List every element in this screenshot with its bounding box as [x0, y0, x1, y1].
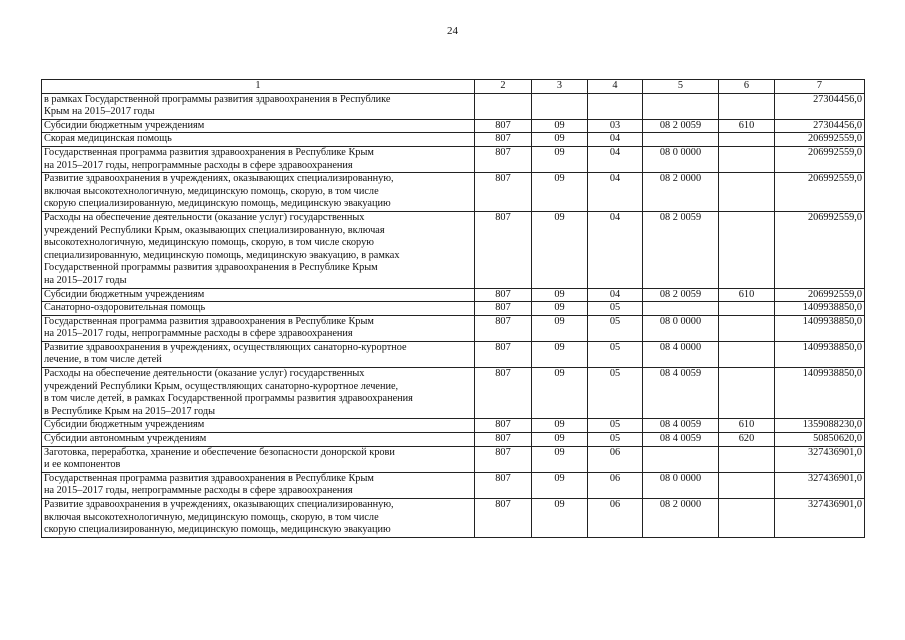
section-code-cell: 09: [532, 302, 588, 316]
amount-cell: 50850620,0: [775, 433, 865, 447]
amount-cell: 327436901,0: [775, 446, 865, 472]
ministry-code-cell: 807: [475, 288, 532, 302]
target-article-cell: 08 0 0000: [643, 472, 719, 498]
table-row: [42, 472, 865, 498]
subsection-code-cell: 05: [588, 315, 643, 341]
table-row: [42, 211, 865, 288]
row-name-cell: Заготовка, переработка, хранение и обеспечение безопасности донорской крови и ее компонентов: [42, 446, 475, 472]
ministry-code-cell: 807: [475, 433, 532, 447]
table-row: [42, 315, 865, 341]
ministry-code-cell: 807: [475, 315, 532, 341]
row-name-cell: Государственная программа развития здравоохранения в Республике Крым на 2015–2017 годы, непрограммные расходы в сфере здравоохранения: [42, 315, 475, 341]
section-code-cell: 09: [532, 315, 588, 341]
row-name-cell: Развитие здравоохранения в учреждениях, осуществляющих санаторно-курортное лечение, в том числе детей: [42, 341, 475, 367]
row-name-cell: в рамках Государственной программы развития здравоохранения в Республике Крым на 2015–2017 годы: [42, 93, 475, 119]
row-name-cell: Государственная программа развития здравоохранения в Республике Крым на 2015–2017 годы, непрограммные расходы в сфере здравоохранения: [42, 472, 475, 498]
amount-cell: 327436901,0: [775, 499, 865, 538]
expense-type-cell: 610: [719, 419, 775, 433]
section-code-cell: 09: [532, 288, 588, 302]
table-row: [42, 93, 865, 119]
column-number: 5: [643, 80, 719, 94]
ministry-code-cell: 807: [475, 472, 532, 498]
row-name-cell: Скорая медицинская помощь: [42, 133, 475, 147]
amount-cell: 27304456,0: [775, 119, 865, 133]
column-number: 4: [588, 80, 643, 94]
ministry-code-cell: 807: [475, 446, 532, 472]
target-article-cell: [643, 133, 719, 147]
row-name-cell: Государственная программа развития здравоохранения в Республике Крым на 2015–2017 годы, непрограммные расходы в сфере здравоохранения: [42, 146, 475, 172]
page-number: 24: [447, 25, 458, 37]
ministry-code-cell: 807: [475, 133, 532, 147]
section-code-cell: 09: [532, 472, 588, 498]
ministry-code-cell: 807: [475, 146, 532, 172]
table-row: [42, 446, 865, 472]
target-article-cell: 08 2 0059: [643, 211, 719, 288]
column-number: 3: [532, 80, 588, 94]
ministry-code-cell: 807: [475, 173, 532, 212]
subsection-code-cell: 04: [588, 146, 643, 172]
row-name-cell: Расходы на обеспечение деятельности (оказание услуг) государственных учреждений Республики Крым, оказывающих специализированную, включая высокотехнологичную, медицинскую помощь, скорую, в том числе скорую специализированную, медицинскую помощь, медицинскую эвакуацию, в рамках Государственной программы развития здравоохранения в Республике Крым на 2015–2017 годы: [42, 211, 475, 288]
table-body: [42, 93, 865, 537]
expense-type-cell: [719, 472, 775, 498]
table-row: [42, 119, 865, 133]
subsection-code-cell: 06: [588, 472, 643, 498]
row-name-cell: Субсидии автономным учреждениям: [42, 433, 475, 447]
section-code-cell: 09: [532, 341, 588, 367]
subsection-code-cell: 03: [588, 119, 643, 133]
expense-type-cell: [719, 368, 775, 419]
ministry-code-cell: 807: [475, 119, 532, 133]
expense-type-cell: [719, 146, 775, 172]
amount-cell: 1409938850,0: [775, 315, 865, 341]
column-number-row: [42, 80, 865, 94]
section-code-cell: 09: [532, 119, 588, 133]
column-number: 6: [719, 80, 775, 94]
amount-cell: 1409938850,0: [775, 302, 865, 316]
section-code-cell: 09: [532, 133, 588, 147]
table-row: [42, 173, 865, 212]
expense-type-cell: [719, 341, 775, 367]
column-number: 2: [475, 80, 532, 94]
target-article-cell: 08 2 0059: [643, 119, 719, 133]
expense-type-cell: [719, 133, 775, 147]
subsection-code-cell: 04: [588, 133, 643, 147]
expense-type-cell: [719, 173, 775, 212]
amount-cell: 327436901,0: [775, 472, 865, 498]
ministry-code-cell: 807: [475, 211, 532, 288]
subsection-code-cell: 04: [588, 288, 643, 302]
ministry-code-cell: 807: [475, 302, 532, 316]
target-article-cell: 08 4 0000: [643, 341, 719, 367]
target-article-cell: [643, 93, 719, 119]
table-row: [42, 419, 865, 433]
section-code-cell: 09: [532, 433, 588, 447]
table-row: [42, 368, 865, 419]
target-article-cell: 08 2 0000: [643, 173, 719, 212]
expense-type-cell: 620: [719, 433, 775, 447]
column-number: 1: [42, 80, 475, 94]
section-code-cell: 09: [532, 419, 588, 433]
amount-cell: 1409938850,0: [775, 368, 865, 419]
expense-type-cell: [719, 93, 775, 119]
section-code-cell: 09: [532, 499, 588, 538]
row-name-cell: Субсидии бюджетным учреждениям: [42, 288, 475, 302]
expense-type-cell: [719, 302, 775, 316]
amount-cell: 27304456,0: [775, 93, 865, 119]
row-name-cell: Санаторно-оздоровительная помощь: [42, 302, 475, 316]
table-row: [42, 302, 865, 316]
subsection-code-cell: [588, 93, 643, 119]
expense-type-cell: 610: [719, 119, 775, 133]
table-row: [42, 146, 865, 172]
target-article-cell: 08 0 0000: [643, 146, 719, 172]
expense-type-cell: [719, 315, 775, 341]
table-row: [42, 288, 865, 302]
subsection-code-cell: 05: [588, 302, 643, 316]
ministry-code-cell: [475, 93, 532, 119]
target-article-cell: 08 4 0059: [643, 433, 719, 447]
table-row: [42, 133, 865, 147]
table-row: [42, 433, 865, 447]
amount-cell: 206992559,0: [775, 146, 865, 172]
ministry-code-cell: 807: [475, 341, 532, 367]
subsection-code-cell: 06: [588, 499, 643, 538]
subsection-code-cell: 05: [588, 368, 643, 419]
expense-type-cell: 610: [719, 288, 775, 302]
expense-type-cell: [719, 446, 775, 472]
subsection-code-cell: 05: [588, 433, 643, 447]
subsection-code-cell: 04: [588, 211, 643, 288]
target-article-cell: 08 4 0059: [643, 368, 719, 419]
amount-cell: 1359088230,0: [775, 419, 865, 433]
subsection-code-cell: 06: [588, 446, 643, 472]
budget-table: [41, 79, 865, 538]
target-article-cell: [643, 446, 719, 472]
ministry-code-cell: 807: [475, 499, 532, 538]
row-name-cell: Расходы на обеспечение деятельности (оказание услуг) государственных учреждений Республики Крым, осуществляющих санаторно-курортное лечение, в том числе детей, в рамках Государственной программы развития здравоохранения в Республике Крым на 2015–2017 годы: [42, 368, 475, 419]
column-number: 7: [775, 80, 865, 94]
amount-cell: 1409938850,0: [775, 341, 865, 367]
amount-cell: 206992559,0: [775, 211, 865, 288]
expense-type-cell: [719, 499, 775, 538]
target-article-cell: 08 2 0000: [643, 499, 719, 538]
row-name-cell: Субсидии бюджетным учреждениям: [42, 119, 475, 133]
subsection-code-cell: 05: [588, 419, 643, 433]
table-row: [42, 341, 865, 367]
expense-type-cell: [719, 211, 775, 288]
table-row: [42, 499, 865, 538]
amount-cell: 206992559,0: [775, 173, 865, 212]
section-code-cell: [532, 93, 588, 119]
target-article-cell: 08 4 0059: [643, 419, 719, 433]
section-code-cell: 09: [532, 146, 588, 172]
subsection-code-cell: 05: [588, 341, 643, 367]
section-code-cell: 09: [532, 211, 588, 288]
target-article-cell: 08 0 0000: [643, 315, 719, 341]
section-code-cell: 09: [532, 173, 588, 212]
row-name-cell: Развитие здравоохранения в учреждениях, оказывающих специализированную, включая высокотехнологичную, медицинскую помощь, скорую, в том числе скорую специализированную, медицинскую помощь, медицинскую эвакуацию: [42, 499, 475, 538]
target-article-cell: [643, 302, 719, 316]
section-code-cell: 09: [532, 446, 588, 472]
subsection-code-cell: 04: [588, 173, 643, 212]
ministry-code-cell: 807: [475, 368, 532, 419]
section-code-cell: 09: [532, 368, 588, 419]
target-article-cell: 08 2 0059: [643, 288, 719, 302]
amount-cell: 206992559,0: [775, 288, 865, 302]
row-name-cell: Развитие здравоохранения в учреждениях, оказывающих специализированную, включая высокотехнологичную, медицинскую помощь, скорую, в том числе скорую специализированную, медицинскую помощь, медицинскую эвакуацию: [42, 173, 475, 212]
row-name-cell: Субсидии бюджетным учреждениям: [42, 419, 475, 433]
amount-cell: 206992559,0: [775, 133, 865, 147]
ministry-code-cell: 807: [475, 419, 532, 433]
